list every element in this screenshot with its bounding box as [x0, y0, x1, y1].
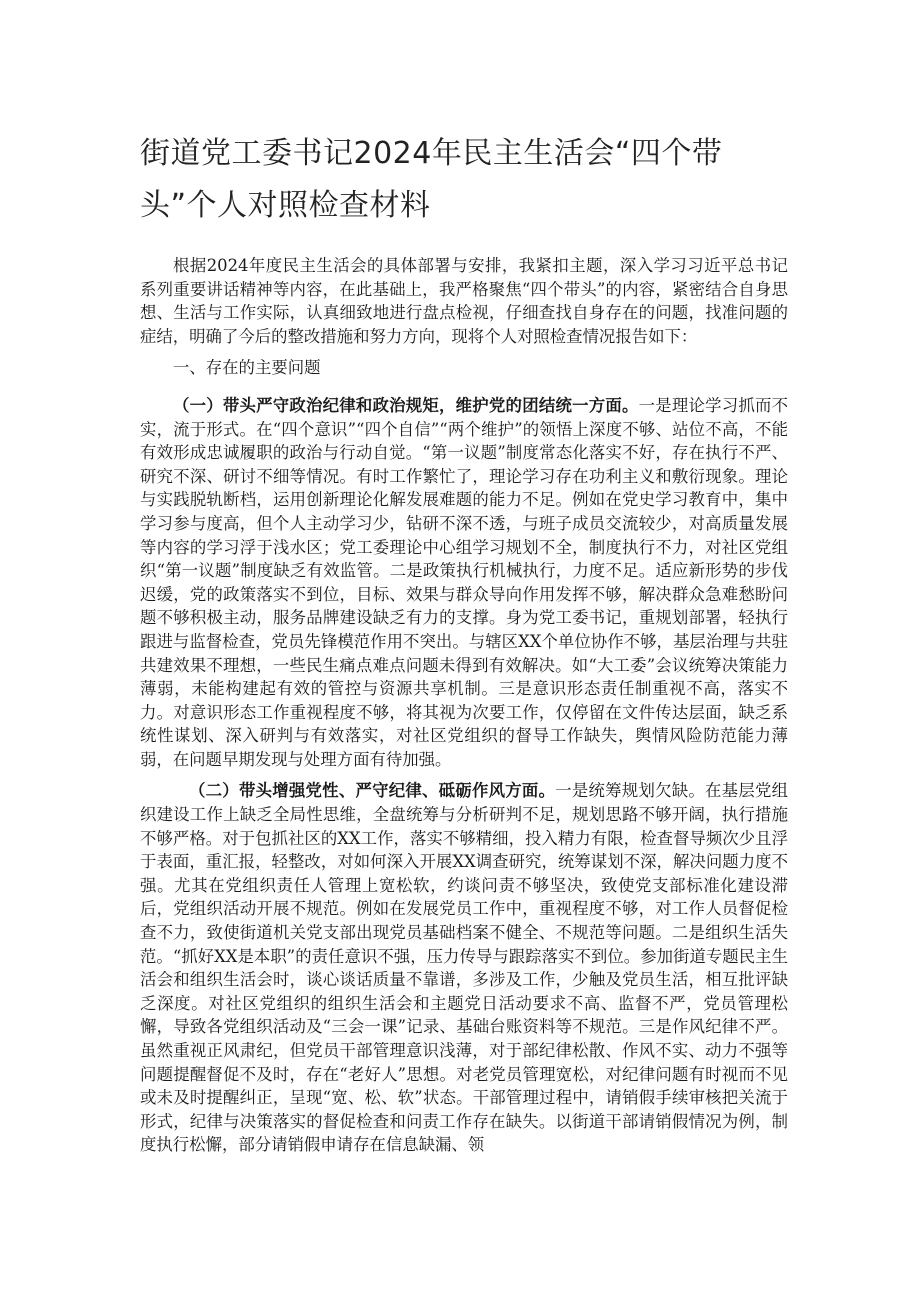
item2-paragraph: [140, 779, 788, 1157]
item2-body: 一是统筹规划欠缺。在基层党组织建设工作上缺乏全局性思维，全盘统筹与分析研判不足，规划思路不够开阔，执行措施不够严格。对于包抓社区的XX工作，落实不够精细，投入精力有限，检查督导频次少且浮于表面，重汇报，轻整改，对如何深入开展XX调查研究，统筹谋划不深，解决问题力度不强。尤其在党组织责任人管理上宽松软，约谈问责不够坚决，致使党支部标准化建设滞后，党组织活动开展不规范。例如在发展党员工作中，重视程度不够，对工作人员督促检查不力，致使街道机关党支部出现党员基础档案不健全、不规范等问题。二是组织生活失范。“抓好XX是本职”的责任意识不强，压力传导与跟踪落实不到位。参加街道专题民主生活会和组织生活会时，谈心谈话质量不靠谱，多涉及工作，少触及党员生活，相互批评缺乏深度。对社区党组织的组织生活会和主题党日活动要求不高、监督不严，党员管理松懈，导致各党组织活动及“三会一课”记录、基础台账资料等不规范。三是作风纪律不严。虽然重视正风肃纪，但党员干部管理意识浅薄，对于部纪律松散、作风不实、动力不强等问题提醒督促不及时，存在“老好人”思想。对老党员管理宽松，对纪律问题有时视而不见或未及时提醒纠正，呈现“宽、松、软”状态。干部管理过程中，请销假手续审核把关流于形式，纪律与决策落实的督促检查和问责工作存在缺失。以街道干部请销假情况为例，制度执行松懈，部分请销假申请存在信息缺漏、领: [140, 781, 789, 1155]
item1-body: 一是理论学习抓而不实，流于形式。在“四个意识”“四个自信”“两个维护”的领悟上深度不够、站位不高，不能有效形成忠诚履职的政治与行动自觉。“第一议题”制度常态化落实不好，存在执行不严、研究不深、研讨不细等情况。有时工作繁忙了，理论学习存在功利主义和敷衍现象。理论与实践脱轨断档，运用创新理论化解发展难题的能力不足。例如在党史学习教育中，集中学习参与度高，但个人主动学习少，钻研不深不透，与班子成员交流较少，对高质量发展等内容的学习浮于浅水区；党工委理论中心组学习规划不全，制度执行不力，对社区党组织“第一议题”制度缺乏有效监管。二是政策执行机械执行，力度不足。适应新形势的步伐迟缓，党的政策落实不到位，目标、效果与群众导向作用发挥不够，解决群众急难愁盼问题不够积极主动，服务品牌建设缺乏有力的支撑。身为党工委书记，重规划部署，轻执行跟进与监督检查，党员先锋模范作用不突出。与辖区XX个单位协作不够，基层治理与共驻共建效果不理想，一些民生痛点难点问题未得到有效解决。如“大工委”会议统筹决策能力薄弱，未能构建起有效的管控与资源共享机制。三是意识形态责任制重视不高，落实不力。对意识形态工作重视程度不够，将其视为次要工作，仅停留在文件传达层面，缺乏系统性谋划、深入研判与有效落实，对社区党组织的督导工作缺失，舆情风险防范能力薄弱，在问题早期发现与处理方面有待加强。: [140, 395, 789, 769]
item1-heading: （一）带头严守政治纪律和政治规矩，维护党的团结统一方面。: [173, 395, 639, 415]
item1-paragraph: [140, 394, 788, 772]
document-page: [140, 128, 788, 1165]
intro-paragraph: 根据2024年度民主生活会的具体部署与安排，我紧扣主题，深入学习习近平总书记系列重要讲话精神等内容，在此基础上，我严格聚焦“四个带头”的内容，紧密结合自身思想、生活与工作实际，认真细致地进行盘点检视，仔细查找自身存在的问题，找准问题的症结，明确了今后的整改措施和努力方向，现将个人对照检查情况报告如下：: [140, 256, 788, 346]
section-heading: 一、存在的主要问题: [173, 358, 321, 378]
item2-heading: （二）带头增强党性、严守纪律、砥砺作风方面。: [189, 781, 556, 801]
document-title: 街道党工委书记2024年民主生活会“四个带头”个人对照检查材料: [140, 136, 723, 223]
